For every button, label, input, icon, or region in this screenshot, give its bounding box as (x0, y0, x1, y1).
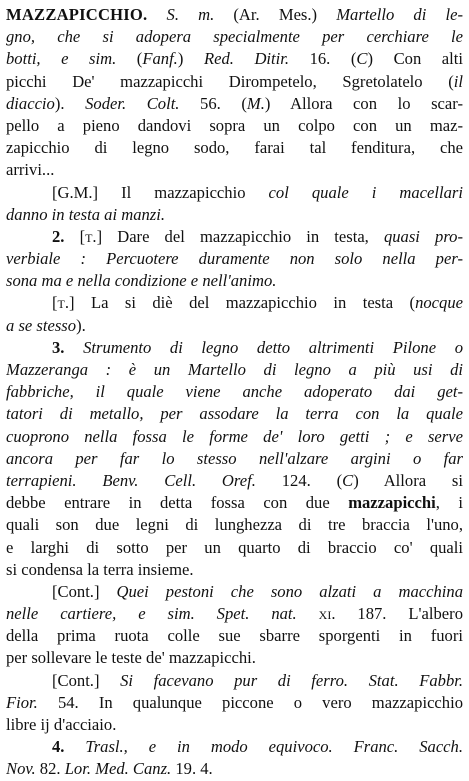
text-line: gno, che si adopera specialmente per cerchiare le (6, 27, 463, 47)
text-line: per sollevare le teste de' mazzapicchi. (6, 648, 256, 668)
text-line: picchi De' mazzapicchi Dirompetelo, Sgretolatelo (il (6, 71, 463, 91)
text-line: sona ma e nella condizione e nell'animo. (6, 271, 277, 291)
text-line: danno in testa ai manzi. (6, 204, 166, 224)
text-line: debbe entrare in detta fossa con due mazzapicchi, i (6, 493, 463, 513)
text-line: 4. Trasl., e in modo equivoco. Franc. Sacch. (52, 737, 463, 757)
text-line: [t.] La si diè del mazzapicchio in testa (nocque (52, 293, 463, 313)
text-line: Mazzeranga : è un Martello di legno a più usi di (6, 360, 463, 379)
text-line: quali son due legni di lunghezza di tre braccia l'uno, (6, 515, 463, 535)
text-line: Nov. 82. Lor. Med. Canz. 19. 4. (6, 759, 213, 779)
text-line: tatori di metallo, per assodare la terra con la quale (6, 404, 463, 424)
text-line: verbiale : Percuotere duramente non solo nella per- (6, 249, 463, 269)
text-line: [Cont.] Si facevano pur di ferro. Stat. Fabbr. (52, 670, 463, 690)
text-line: e larghi di sotto per un quarto di braccio co' quali (6, 537, 463, 557)
text-line: nelle cartiere, e sim. Spet. nat. xi. 187. L'albero (6, 604, 463, 624)
text-line: diaccio). Soder. Colt. 56. (M.) Allora con lo scar- (6, 93, 463, 113)
text-line: 2. [t.] Dare del mazzapicchio in testa, quasi pro- (52, 226, 463, 246)
text-line: della prima ruota colle sue sbarre sporgenti in fuori (6, 626, 463, 646)
text-line: [G.M.] Il mazzapicchio col quale i macellari (52, 182, 463, 202)
text-line: arrivi... (6, 160, 55, 180)
text-line: libre ij d'acciaio. (6, 715, 117, 734)
dictionary-entry (6, 4, 463, 781)
text-line: terrapieni. Benv. Cell. Oref. 124. (C) Allora si (6, 470, 463, 490)
text-line: ancora per far lo stesso nell'alzare argini o far (6, 448, 463, 468)
text-line: fabbriche, il quale viene anche adoperato dai get- (6, 382, 463, 402)
text-line: zapicchio di legno sodo, farai tal fenditura, che (6, 138, 463, 158)
text-line: botti, e sim. (Fanf.) Red. Ditir. 16. (C) Con alti (6, 49, 463, 69)
text-line: Fior. 54. In qualunque piccone o vero mazzapicchio (6, 692, 463, 712)
text-line: si condensa la terra insieme. (6, 559, 194, 579)
text-line: cuoprono nella fossa le forme de' loro getti ; e serve (6, 426, 463, 446)
text-line: a se stesso). (6, 315, 86, 335)
text-line: 3. Strumento di legno detto altrimenti Pilone o (52, 337, 463, 357)
text-line: pello a pieno dandovi sopra un colpo con un maz- (6, 115, 463, 135)
text-line: [Cont.] Quei pestoni che sono alzati a macchina (52, 581, 463, 601)
text-line: MAZZAPICCHIO. S. m. (Ar. Mes.) Martello di le- (6, 5, 463, 24)
